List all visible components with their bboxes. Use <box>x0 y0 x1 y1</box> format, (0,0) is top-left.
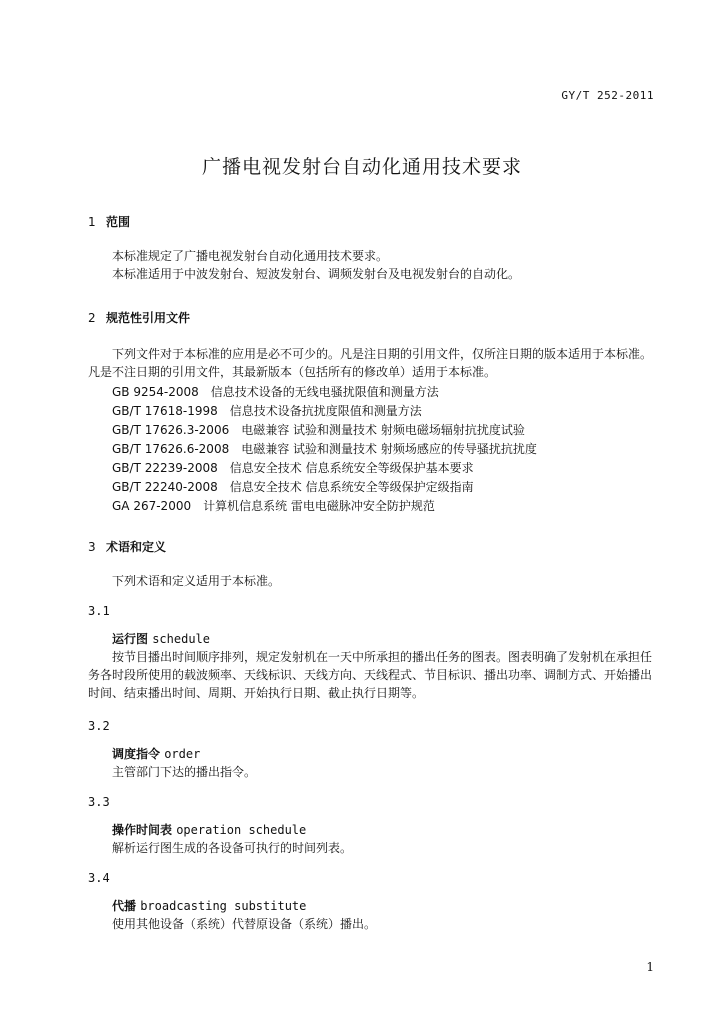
reference-item: GB/T 17626.6-2008 电磁兼容 试验和测量技术 射频场感应的传导骚扰抗扰度 <box>112 442 537 456</box>
term-chinese: 调度指令 <box>112 747 161 761</box>
section-3-heading <box>88 538 166 555</box>
term-number: 3.4 <box>88 871 110 885</box>
term-definition: 解析运行图生成的各设备可执行的时间列表。 <box>112 841 353 855</box>
section-2-heading <box>88 309 190 326</box>
reference-item: GA 267-2000 计算机信息系统 雷电电磁脉冲安全防护规范 <box>112 499 435 513</box>
terms-intro: 下列术语和定义适用于本标准。 <box>112 574 281 588</box>
term-title <box>112 897 306 914</box>
term-definition: 使用其他设备（系统）代替原设备（系统）播出。 <box>112 917 377 931</box>
term-definition: 按节目播出时间顺序排列，规定发射机在一天中所承担的播出任务的图表。图表明确了发射机在承担任务各时段所使用的载波频率、天线标识、天线方向、天线程式、节目标识、播出功率、调制方式、开始播出时间、结束播出时间、周期、开始执行日期、截止执行日期等。 <box>88 650 653 700</box>
term-title <box>112 821 306 838</box>
scope-paragraph-1: 本标准规定了广播电视发射台自动化通用技术要求。 <box>112 249 389 263</box>
term-title <box>112 745 200 762</box>
section-1-heading <box>88 213 130 230</box>
reference-item: GB/T 17618-1998 信息技术设备抗扰度限值和测量方法 <box>112 404 422 418</box>
term-chinese: 代播 <box>112 899 137 913</box>
term-chinese: 操作时间表 <box>112 823 173 837</box>
term-title <box>112 630 210 647</box>
reference-item: GB/T 17626.3-2006 电磁兼容 试验和测量技术 射频电磁场辐射抗扰度试验 <box>112 423 525 437</box>
term-english: order <box>164 747 201 761</box>
scope-paragraph-2: 本标准适用于中波发射台、短波发射台、调频发射台及电视发射台的自动化。 <box>112 267 521 281</box>
section-title: 范围 <box>106 215 131 229</box>
term-number: 3.3 <box>88 795 110 809</box>
section-number: 2 <box>88 311 96 325</box>
standard-code: GY/T 252-2011 <box>561 89 654 102</box>
term-number: 3.2 <box>88 719 110 733</box>
term-definition: 主管部门下达的播出指令。 <box>112 765 257 779</box>
page-number: 1 <box>646 960 654 974</box>
section-title: 术语和定义 <box>106 540 167 554</box>
reference-item: GB/T 22239-2008 信息安全技术 信息系统安全等级保护基本要求 <box>112 461 474 475</box>
reference-item: GB 9254-2008 信息技术设备的无线电骚扰限值和测量方法 <box>112 385 439 399</box>
term-english: schedule <box>152 632 210 646</box>
section-number: 3 <box>88 540 96 554</box>
reference-item: GB/T 22240-2008 信息安全技术 信息系统安全等级保护定级指南 <box>112 480 474 494</box>
term-number: 3.1 <box>88 604 110 618</box>
section-number: 1 <box>88 215 96 229</box>
term-english: broadcasting substitute <box>140 899 307 913</box>
page-title: 广播电视发射台自动化通用技术要求 <box>201 156 522 178</box>
term-chinese: 运行图 <box>112 632 149 646</box>
section-title: 规范性引用文件 <box>106 311 191 325</box>
term-english: operation schedule <box>176 823 307 837</box>
normative-intro: 下列文件对于本标准的应用是必不可少的。凡是注日期的引用文件，仅所注日期的版本适用于本标准。凡是不注日期的引用文件，其最新版本（包括所有的修改单）适用于本标准。 <box>88 347 653 379</box>
